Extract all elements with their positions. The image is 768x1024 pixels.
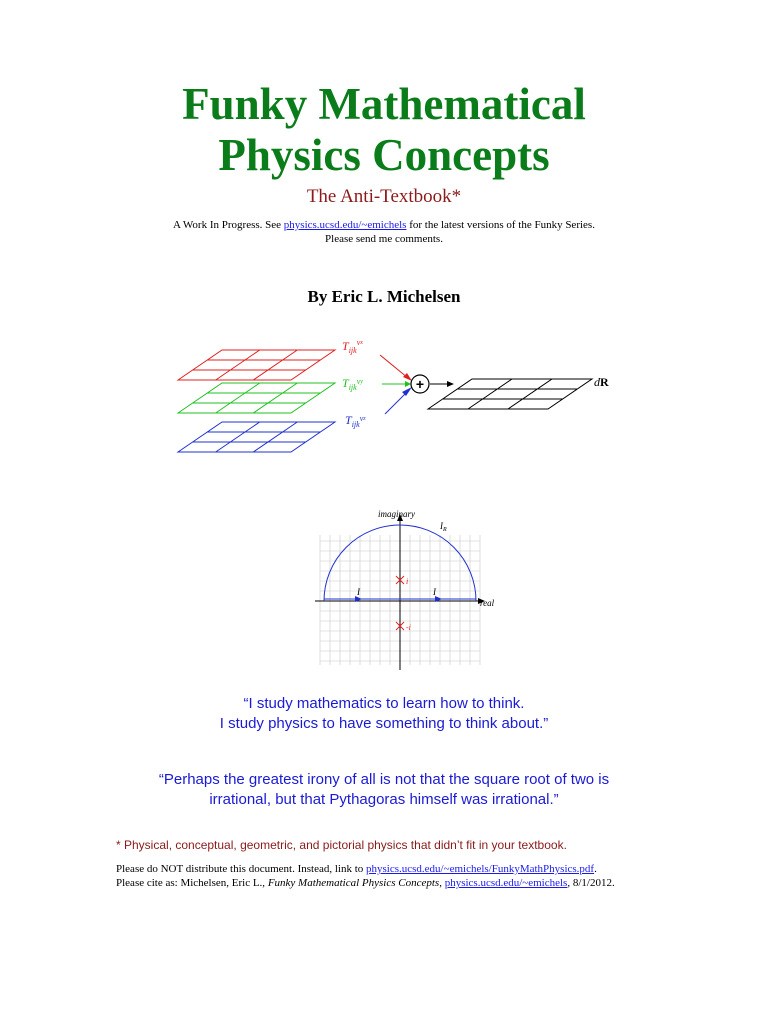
red-arrow [380, 355, 408, 378]
pole-lower-label: -i [406, 623, 411, 632]
citation-sep: , [439, 877, 445, 889]
quote-1-line-1: “I study mathematics to learn how to think. [243, 695, 525, 712]
IR-label: $I_R$ [440, 521, 447, 533]
quote-1-line-2: I study physics to have something to think about.” [219, 715, 549, 732]
green-grid [178, 383, 335, 413]
notice-pre: A Work In Progress. See [173, 219, 284, 231]
contour-integral-figure [300, 505, 510, 675]
notice-link[interactable]: physics.ucsd.edu/~emichels [283, 219, 407, 231]
label-green: $T_{ijk}^vy$ [342, 376, 363, 392]
notice-post: for the latest versions of the Funky Series. [406, 219, 595, 231]
result-label: dR [594, 375, 609, 389]
pdf-link[interactable]: physics.ucsd.edu/~emichels/FunkyMathPhysics.pdf [366, 863, 595, 875]
plus-sign: + [415, 376, 425, 392]
I-left-label: I [357, 587, 360, 597]
imaginary-label: imaginary [378, 509, 415, 519]
title-line-1: Funky Mathematical [182, 79, 586, 129]
real-label: real [480, 598, 495, 608]
footnote: * Physical, conceptual, geometric, and pictorial physics that didn’t fit in your textbook. [116, 838, 567, 852]
label-blue: $T_{ijk}^vz$ [345, 413, 366, 429]
citation-title: Funky Mathematical Physics Concepts [267, 877, 440, 889]
label-red: $T_{ijk}^vx$ [342, 338, 363, 355]
subtitle: The Anti-Textbook* [306, 186, 462, 207]
author: By Eric L. Michelsen [307, 287, 461, 306]
notice-line-1 [0, 218, 768, 232]
distribution-pre: Please do NOT distribute this document. Instead, link to [116, 863, 367, 875]
blue-grid [178, 422, 335, 452]
citation-note [116, 877, 615, 890]
red-grid [178, 350, 335, 380]
citation-pre: Please cite as: Michelsen, Eric L., [116, 877, 268, 889]
quote-2-line-2: irrational, but that Pythagoras himself was irrational.” [209, 791, 559, 808]
distribution-post: . [594, 863, 597, 875]
notice-line-2: Please send me comments. [325, 233, 443, 245]
citation-link[interactable]: physics.ucsd.edu/~emichels [444, 877, 568, 889]
distribution-note [116, 863, 597, 876]
title-line-2: Physics Concepts [218, 130, 550, 180]
pole-upper-label: i [406, 577, 409, 586]
tensor-sum-figure [170, 330, 630, 460]
quote-2-line-1: “Perhaps the greatest irony of all is not that the square root of two is [158, 771, 610, 788]
I-right-label: I [433, 587, 436, 597]
citation-date: , 8/1/2012. [567, 877, 615, 889]
